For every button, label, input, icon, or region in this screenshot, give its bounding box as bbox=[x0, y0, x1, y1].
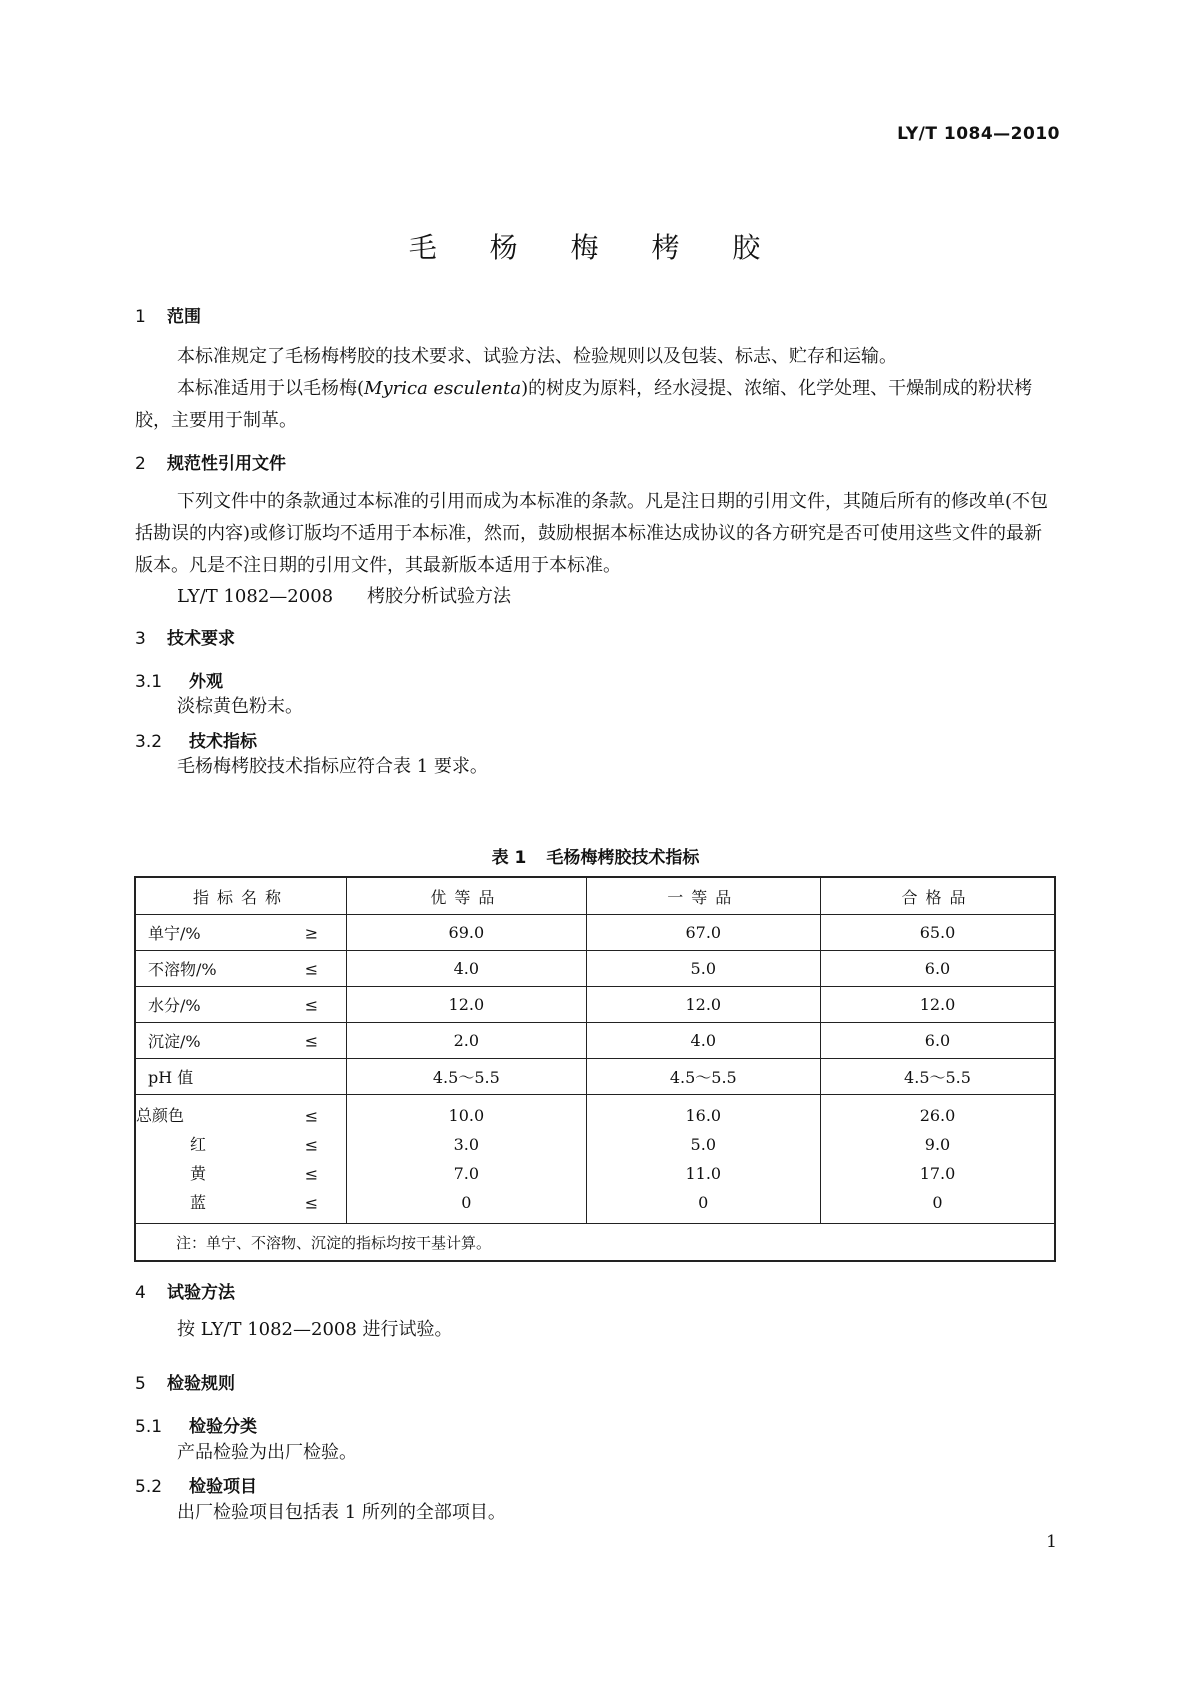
table-cell: 67.0 bbox=[586, 915, 820, 951]
section-title: 技术指标 bbox=[189, 732, 257, 752]
comparison-symbol: ≤ bbox=[304, 959, 319, 978]
text-run: )的树皮为原料，经水浸提、浓缩、化学处理、干燥制成的粉状栲胶，主要用于制革。 bbox=[135, 378, 1033, 431]
section-5-heading bbox=[135, 1369, 1057, 1394]
comparison-symbol: ≤ bbox=[304, 995, 319, 1014]
cell-value: 10.0 bbox=[448, 1106, 485, 1125]
cell-value: 0 bbox=[461, 1193, 472, 1212]
indicator-name: 蓝 bbox=[190, 1193, 207, 1212]
section-4-heading bbox=[135, 1278, 1057, 1303]
table-cell bbox=[347, 1095, 586, 1224]
section-2-body bbox=[135, 486, 1057, 608]
table-cell: 4.5～5.5 bbox=[586, 1059, 820, 1095]
table-cell bbox=[586, 1095, 820, 1224]
reference-title: 栲胶分析试验方法 bbox=[367, 586, 511, 607]
section-5-1-heading bbox=[135, 1412, 1057, 1437]
section-number: 5.1 bbox=[135, 1417, 163, 1437]
text-run: 本标准适用于以毛杨梅( bbox=[177, 378, 365, 399]
table-header-row bbox=[135, 877, 1055, 915]
indicator-name: 单宁/% bbox=[148, 924, 201, 943]
paragraph: 产品检验为出厂检验。 bbox=[177, 1442, 357, 1463]
cell-value: 7.0 bbox=[453, 1164, 480, 1183]
latin-name: Myrica esculenta bbox=[364, 378, 522, 399]
table-note: 注：单宁、不溶物、沉淀的指标均按干基计算。 bbox=[135, 1224, 1055, 1262]
comparison-symbol: ≤ bbox=[304, 1135, 319, 1154]
section-1-heading bbox=[135, 302, 1057, 327]
table-cell: 5.0 bbox=[586, 951, 820, 987]
document-title: 毛 杨 梅 栲 胶 bbox=[408, 231, 783, 264]
section-title: 技术要求 bbox=[167, 629, 235, 649]
table-cell: 4.5～5.5 bbox=[347, 1059, 586, 1095]
table-title: 毛杨梅栲胶技术指标 bbox=[546, 848, 700, 868]
section-number: 5 bbox=[135, 1374, 146, 1394]
table-row bbox=[135, 915, 1055, 951]
table-cell: 12.0 bbox=[586, 987, 820, 1023]
table-cell: 12.0 bbox=[347, 987, 586, 1023]
header-cell: 合格品 bbox=[821, 877, 1056, 915]
section-5-1-body bbox=[135, 1437, 1057, 1469]
header-cell: 指标名称 bbox=[135, 877, 347, 915]
cell-value: 26.0 bbox=[919, 1106, 956, 1125]
color-label-line bbox=[136, 1101, 346, 1130]
table-row bbox=[135, 1023, 1055, 1059]
section-title: 检验分类 bbox=[189, 1417, 257, 1437]
indicator-name: pH 值 bbox=[148, 1068, 194, 1087]
table-row bbox=[135, 987, 1055, 1023]
indicator-name: 红 bbox=[190, 1135, 207, 1154]
paragraph: 下列文件中的条款通过本标准的引用而成为本标准的条款。凡是注日期的引用文件，其随后所有的修改单(不包括勘误的内容)或修订版均不适用于本标准，然而，鼓励根据本标准达成协议的各方研究是否可使用这些文件的最新版本。凡是不注日期的引用文件，其最新版本适用于本标准。 bbox=[135, 491, 1049, 576]
section-title: 范围 bbox=[167, 307, 201, 327]
table-row bbox=[135, 951, 1055, 987]
table-cell: 12.0 bbox=[821, 987, 1056, 1023]
cell-value: 16.0 bbox=[685, 1106, 722, 1125]
cell-value: 3.0 bbox=[453, 1135, 480, 1154]
section-3-2-body bbox=[135, 751, 1057, 783]
section-3-2-heading bbox=[135, 727, 1057, 752]
comparison-symbol: ≤ bbox=[304, 1031, 319, 1050]
section-3-1-body bbox=[135, 691, 1057, 723]
paragraph: 按 LY/T 1082—2008 进行试验。 bbox=[177, 1319, 453, 1340]
indicator-name: 沉淀/% bbox=[148, 1032, 201, 1051]
section-title: 外观 bbox=[189, 672, 223, 692]
paragraph bbox=[135, 373, 1057, 437]
section-3-heading bbox=[135, 624, 1057, 649]
cell-value: 5.0 bbox=[690, 1135, 716, 1154]
color-label-line bbox=[136, 1188, 346, 1217]
section-number: 3.1 bbox=[135, 672, 163, 692]
indicator-name: 水分/% bbox=[148, 996, 201, 1015]
section-number: 5.2 bbox=[135, 1477, 163, 1497]
table-cell bbox=[821, 1095, 1056, 1224]
cell-value: 0 bbox=[932, 1193, 943, 1212]
table-cell: 6.0 bbox=[821, 951, 1056, 987]
comparison-symbol: ≤ bbox=[304, 1106, 319, 1125]
table-note-row bbox=[135, 1224, 1055, 1262]
comparison-symbol: ≤ bbox=[304, 1193, 319, 1212]
section-title: 规范性引用文件 bbox=[167, 454, 286, 474]
table-caption bbox=[0, 843, 1191, 868]
indicator-name: 总颜色 bbox=[136, 1106, 185, 1125]
table-cell: 4.0 bbox=[586, 1023, 820, 1059]
section-number: 3.2 bbox=[135, 732, 163, 752]
table-cell: 69.0 bbox=[347, 915, 586, 951]
paragraph: 本标准规定了毛杨梅栲胶的技术要求、试验方法、检验规则以及包装、标志、贮存和运输。 bbox=[177, 346, 897, 367]
header-cell: 优等品 bbox=[347, 877, 586, 915]
spec-table bbox=[134, 876, 1056, 1262]
normative-reference bbox=[135, 582, 1057, 608]
cell-value: 9.0 bbox=[924, 1135, 951, 1154]
section-number: 4 bbox=[135, 1283, 146, 1303]
comparison-symbol: ≥ bbox=[304, 923, 319, 942]
table-row bbox=[135, 1059, 1055, 1095]
row-label bbox=[135, 987, 347, 1023]
comparison-symbol: ≤ bbox=[304, 1164, 319, 1183]
reference-code: LY/T 1082—2008 bbox=[177, 586, 334, 607]
color-label-line bbox=[136, 1159, 346, 1188]
row-label bbox=[135, 1023, 347, 1059]
section-4-body bbox=[135, 1314, 1057, 1346]
row-label bbox=[135, 1059, 347, 1095]
paragraph: 淡棕黄色粉末。 bbox=[177, 696, 303, 717]
section-title: 试验方法 bbox=[167, 1283, 235, 1303]
cell-value: 0 bbox=[698, 1193, 709, 1212]
section-number: 1 bbox=[135, 307, 146, 327]
row-label bbox=[135, 1095, 347, 1224]
indicator-name: 不溶物/% bbox=[148, 960, 217, 979]
page-number: 1 bbox=[1046, 1532, 1057, 1552]
table-cell: 2.0 bbox=[347, 1023, 586, 1059]
section-title: 检验规则 bbox=[167, 1374, 235, 1394]
row-label bbox=[135, 915, 347, 951]
section-number: 2 bbox=[135, 454, 146, 474]
section-5-2-heading bbox=[135, 1472, 1057, 1497]
cell-value: 17.0 bbox=[919, 1164, 956, 1183]
section-5-2-body bbox=[135, 1497, 1057, 1529]
header-cell: 一等品 bbox=[586, 877, 820, 915]
paragraph: 出厂检验项目包括表 1 所列的全部项目。 bbox=[177, 1502, 506, 1523]
table-cell: 65.0 bbox=[821, 915, 1056, 951]
standard-code: LY/T 1084—2010 bbox=[897, 124, 1060, 144]
paragraph: 毛杨梅栲胶技术指标应符合表 1 要求。 bbox=[177, 756, 488, 777]
row-label bbox=[135, 951, 347, 987]
table-cell: 4.5～5.5 bbox=[821, 1059, 1056, 1095]
section-2-heading bbox=[135, 449, 1057, 474]
section-title: 检验项目 bbox=[189, 1477, 257, 1497]
section-1-body bbox=[135, 341, 1057, 437]
table-cell: 6.0 bbox=[821, 1023, 1056, 1059]
table-cell: 4.0 bbox=[347, 951, 586, 987]
color-label-line bbox=[136, 1130, 346, 1159]
table-number: 表 1 bbox=[491, 848, 527, 868]
section-3-1-heading bbox=[135, 667, 1057, 692]
cell-value: 11.0 bbox=[685, 1164, 722, 1183]
section-number: 3 bbox=[135, 629, 146, 649]
indicator-name: 黄 bbox=[190, 1164, 207, 1183]
table-row-color bbox=[135, 1095, 1055, 1224]
